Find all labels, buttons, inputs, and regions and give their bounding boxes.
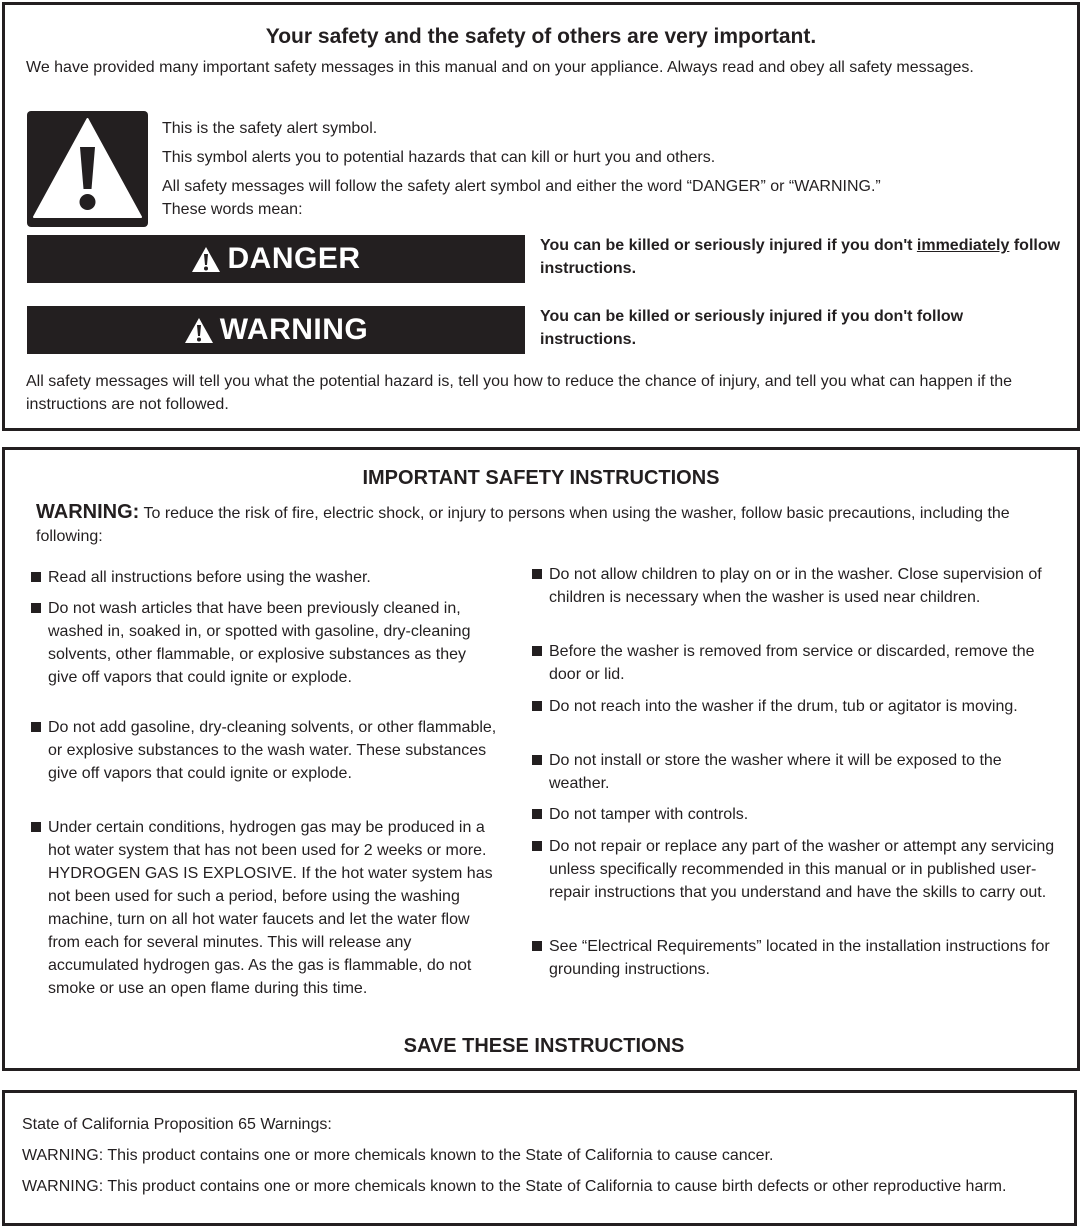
save-instructions-heading: SAVE THESE INSTRUCTIONS xyxy=(403,1035,685,1057)
instructions-warning-text: To reduce the risk of fire, electric shock, or injury to persons when using the washer, follow basic precautions, including the following: xyxy=(36,505,1010,545)
bullet-square-icon xyxy=(532,701,542,711)
list-item: Do not wash articles that have been previously cleaned in, washed in, soaked in, or spotted with gasoline, dry-cleaning solvents, other flammable, or explosive substances as they give off vapors that could ignite or explode. xyxy=(31,597,498,689)
list-item: Under certain conditions, hydrogen gas may be produced in a hot water system that has not been used for 2 weeks or more. HYDROGEN GAS IS EXPLOSIVE. If the hot water system has not been used for such a period, before using the washing machine, turn on all hot water faucets and let the water flow from each for several minutes. This will release any accumulated hydrogen gas. As the gas is flammable, do not smoke or use an open flame during this time. xyxy=(31,816,498,1000)
list-item: Before the washer is removed from service or discarded, remove the door or lid. xyxy=(532,640,1059,686)
bullet-square-icon xyxy=(31,572,41,582)
bullet-square-icon xyxy=(31,722,41,732)
bullet-square-icon xyxy=(532,569,542,579)
list-item: Do not repair or replace any part of the washer or attempt any servicing unless specifically recommended in this manual or in published user-repair instructions that you understand and have the skills to carry out. xyxy=(532,835,1059,904)
bullet-square-icon xyxy=(31,603,41,613)
prop65-title: State of California Proposition 65 Warnings: xyxy=(22,1116,332,1133)
bullet-square-icon xyxy=(532,941,542,951)
list-item: Do not allow children to play on or in the washer. Close supervision of children is necessary when the washer is used near children. xyxy=(532,563,1059,609)
list-item: Read all instructions before using the washer. xyxy=(31,566,498,589)
instructions-title: IMPORTANT SAFETY INSTRUCTIONS xyxy=(362,467,720,489)
danger-alert-icon xyxy=(191,246,221,273)
symbol-line-4: These words mean: xyxy=(162,201,303,218)
safety-title: Your safety and the safety of others are very important. xyxy=(265,25,817,48)
list-item: Do not install or store the washer where it will be exposed to the weather. xyxy=(532,749,1059,795)
important-safety-instructions-box xyxy=(2,447,1080,1071)
list-item: Do not add gasoline, dry-cleaning solvents, or other flammable, or explosive substances to the wash water. These substances give off vapors that could ignite or explode. xyxy=(31,716,498,785)
safety-closing-text: All safety messages will tell you what the potential hazard is, tell you how to reduce the chance of injury, and tell you what can happen if the instructions are not followed. xyxy=(26,373,1013,413)
list-item: See “Electrical Requirements” located in the installation instructions for grounding instructions. xyxy=(532,935,1059,981)
symbol-line-1: This is the safety alert symbol. xyxy=(162,120,378,137)
prop65-warnings-box xyxy=(2,1090,1077,1226)
danger-desc-emphasis: immediately xyxy=(916,237,1010,254)
danger-description xyxy=(540,234,1075,280)
warning-description: You can be killed or seriously injured if you don't follow instructions. xyxy=(540,308,964,348)
warning-alert-icon xyxy=(184,317,214,344)
warning-label: WARNING xyxy=(219,313,369,346)
warning-signal-word xyxy=(27,306,525,354)
danger-desc-pre: You can be killed or seriously injured if you don't xyxy=(540,237,917,254)
safety-intro-box xyxy=(2,2,1080,431)
safety-alert-symbol-icon xyxy=(27,111,148,227)
bullet-square-icon xyxy=(31,822,41,832)
list-item: Do not tamper with controls. xyxy=(532,803,1059,826)
bullet-square-icon xyxy=(532,841,542,851)
bullet-square-icon xyxy=(532,809,542,819)
bullet-square-icon xyxy=(532,755,542,765)
danger-desc-post: follow instructions. xyxy=(540,237,1061,277)
prop65-reproductive-warning: WARNING: This product contains one or more chemicals known to the State of California to cause birth defects or other reproductive harm. xyxy=(22,1178,1007,1195)
list-item: Do not reach into the washer if the drum, tub or agitator is moving. xyxy=(532,695,1059,718)
instructions-warning-label: WARNING: xyxy=(36,501,140,523)
safety-intro-text: We have provided many important safety messages in this manual and on your appliance. Always read and obey all safety messages. xyxy=(26,59,974,76)
prop65-cancer-warning: WARNING: This product contains one or more chemicals known to the State of California to cause cancer. xyxy=(22,1147,774,1164)
danger-signal-word xyxy=(27,235,525,283)
danger-label: DANGER xyxy=(227,242,361,275)
symbol-line-2: This symbol alerts you to potential hazards that can kill or hurt you and others. xyxy=(162,149,716,166)
instructions-warning xyxy=(36,501,1046,548)
bullet-square-icon xyxy=(532,646,542,656)
symbol-line-3: All safety messages will follow the safety alert symbol and either the word “DANGER” or “WARNING.” xyxy=(162,178,881,195)
